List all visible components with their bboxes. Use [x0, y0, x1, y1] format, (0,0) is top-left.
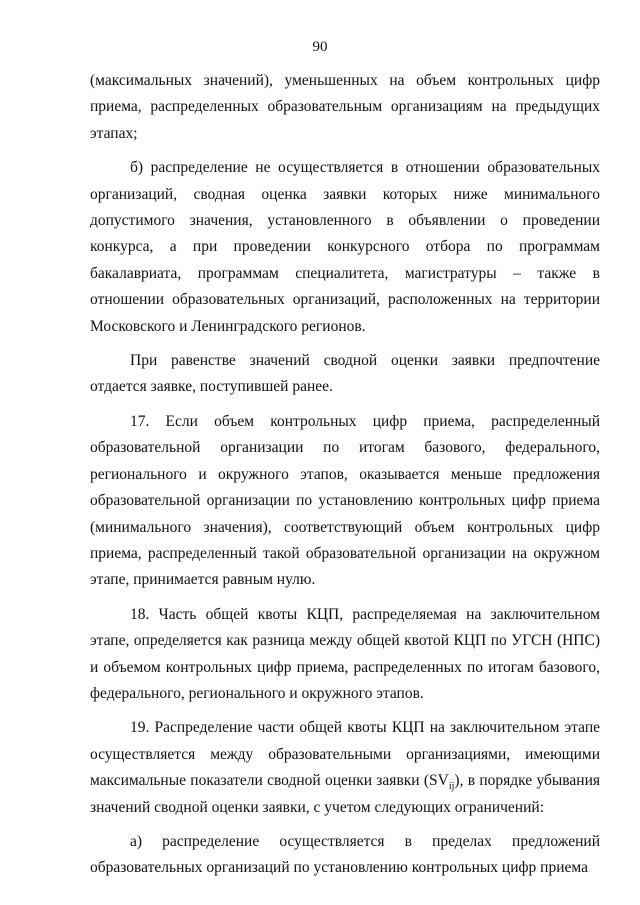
paragraph-17: 17. Если объем контрольных цифр приема, распределенный образовательной организации по итогам базового, федерального, регионального и окружного этапов, оказывается меньше предложения образовательной организации по установлению контрольных цифр приема (минимального значения), соответствующий объем контрольных цифр приема, распределенный такой образовательной организации на окружном этапе, принимается равным нулю.: [90, 412, 600, 589]
page-number: 90: [312, 39, 328, 55]
paragraph-item-b: б) распределение не осуществляется в отношении образовательных организаций, сводная оценка заявки которых ниже минимального допустимого значения, установленного в объявлении о проведении конкурса, а при проведении конкурсного отбора по программам бакалавриата, программам специалитета, магистратуры – также в отношении образовательных организаций, расположенных на территории Московского и Ленинградского регионов.: [90, 159, 600, 335]
paragraph-19-text-after: ), в порядке убывания значений сводной оценки заявки, с учетом следующих ограничений:: [90, 772, 600, 816]
paragraph-18: 18. Часть общей квоты КЦП, распределяемая на заключительном этапе, определяется как разница между общей квотой КЦП по УГСН (НПС) и объемом контрольных цифр приема, распределенных по итогам базового, федерального, регионального и окружного этапов.: [90, 605, 600, 702]
paragraph-19: [90, 715, 600, 821]
paragraph-19-subscript: ij: [448, 781, 455, 793]
paragraph-continuation: (максимальных значений), уменьшенных на объем контрольных цифр приема, распределенных образовательным организациям на предыдущих этапах;: [90, 72, 600, 142]
page-body: [90, 68, 600, 882]
paragraph-19-text-before: 19. Распределение части общей квоты КЦП на заключительном этапе осуществляется между образовательными организациями, имеющими максимальные показатели сводной оценки заявки (SV: [90, 719, 600, 790]
paragraph-item-a: а) распределение осуществляется в пределах предложений образовательных организаций по установлению контрольных цифр приема: [90, 832, 600, 877]
paragraph-tie-rule: При равенстве значений сводной оценки заявки предпочтение отдается заявке, поступившей ранее.: [90, 352, 600, 396]
